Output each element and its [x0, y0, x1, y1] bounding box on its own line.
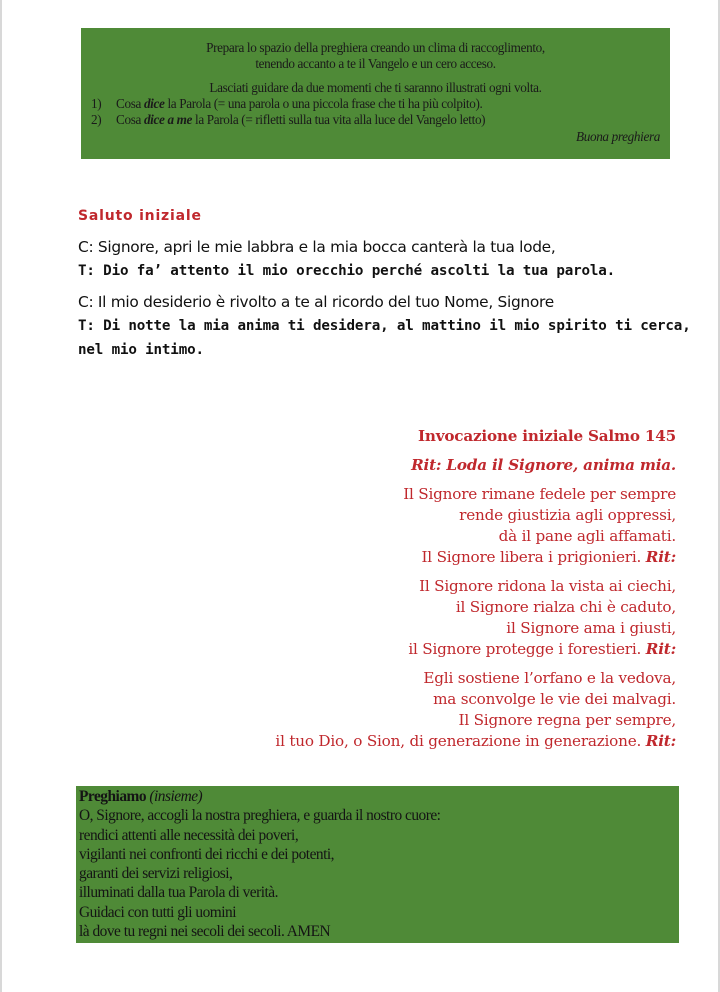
intro-step-2-number: 2)	[91, 112, 102, 127]
psalm-section	[176, 426, 676, 752]
psalm-verse: ma sconvolge le vie dei malvagi.	[433, 690, 676, 708]
saluto-line-celebrant-2: C: Il mio desiderio è rivolto a te al ricordo del tuo Nome, Signore	[78, 293, 554, 311]
intro-step-1-post: la Parola (= una parola o una piccola frase che ti ha più colpito).	[164, 96, 483, 111]
prayer-line: O, Signore, accogli la nostra preghiera, e guarda il nostro cuore:	[79, 807, 441, 825]
psalm-verse: Il Signore rimane fedele per sempre	[403, 485, 676, 503]
psalm-verse: Il Signore libera i prigionieri.	[421, 548, 642, 566]
psalm-verse: il Signore protegge i forestieri.	[408, 640, 642, 658]
psalm-verse: Il Signore regna per sempre,	[458, 711, 676, 729]
saluto-line-all-2: T: Di notte la mia anima ti desidera, al mattino il mio spirito ti cerca,	[78, 318, 691, 334]
psalm-verse: rende giustizia agli oppressi,	[459, 506, 676, 524]
intro-line-3: Lasciati guidare da due momenti che ti saranno illustrati ogni volta.	[209, 80, 542, 95]
refrain-marker: Rit:	[645, 640, 676, 658]
prayer-line: illuminati dalla tua Parola di verità.	[79, 884, 278, 902]
intro-step-1-emphasis: dice	[143, 96, 165, 111]
psalm-stanza-2	[176, 576, 676, 660]
saluto-line-all-2-continued: nel mio intimo.	[78, 342, 204, 358]
psalm-verse: il Signore ama i giusti,	[506, 619, 676, 637]
psalm-verse: Egli sostiene l’orfano e la vedova,	[423, 669, 676, 687]
intro-step-2-post: la Parola (= rifletti sulla tua vita alla luce del Vangelo letto)	[192, 112, 486, 127]
prayer-line: Guidaci con tutti gli uomini	[79, 903, 236, 921]
intro-instruction-box	[81, 28, 670, 159]
psalm-verse: il tuo Dio, o Sion, di generazione in generazione.	[275, 732, 642, 750]
intro-step-2-pre: Cosa	[116, 112, 144, 127]
prayer-heading	[79, 787, 676, 806]
psalm-refrain: Rit: Loda il Signore, anima mia.	[411, 456, 676, 474]
psalm-verse: il Signore rialza chi è caduto,	[455, 598, 676, 616]
intro-step-2	[91, 112, 660, 128]
prayer-heading-title: Preghiamo	[79, 788, 147, 805]
page-edge-left	[0, 0, 2, 992]
saluto-line-celebrant-1: C: Signore, apri le mie labbra e la mia bocca canterà la tua lode,	[78, 238, 556, 256]
intro-step-1-number: 1)	[91, 96, 102, 111]
saluto-line-all-1: T: Dio fa’ attento il mio orecchio perché ascolti la tua parola.	[78, 263, 616, 279]
intro-signoff: Buona preghiera	[576, 129, 660, 144]
prayer-line: rendici attenti alle necessità dei poveri,	[79, 826, 299, 844]
intro-step-1	[91, 96, 660, 112]
intro-step-2-emphasis: dice a me	[143, 112, 193, 127]
prayer-line: garanti dei servizi religiosi,	[79, 865, 233, 883]
intro-line-1: Prepara lo spazio della preghiera creando un clima di raccoglimento,	[206, 40, 545, 55]
intro-step-list	[91, 96, 660, 128]
prayer-heading-note: (insieme)	[149, 788, 203, 805]
refrain-marker: Rit:	[645, 548, 676, 566]
psalm-stanza-1	[176, 484, 676, 568]
intro-step-1-pre: Cosa	[116, 96, 144, 111]
prayer-line: là dove tu regni nei secoli dei secoli. AMEN	[79, 923, 331, 941]
intro-line-2: tenendo accanto a te il Vangelo e un cero acceso.	[255, 56, 496, 71]
saluto-heading: Saluto iniziale	[78, 208, 202, 224]
refrain-marker: Rit:	[645, 732, 676, 750]
psalm-verse: Il Signore ridona la vista ai ciechi,	[419, 577, 676, 595]
psalm-verse: dà il pane agli affamati.	[498, 527, 676, 545]
prayer-box	[76, 786, 679, 943]
psalm-title: Invocazione iniziale Salmo 145	[417, 427, 676, 445]
prayer-line: vigilanti nei confronti dei ricchi e dei potenti,	[79, 845, 335, 863]
psalm-stanza-3	[176, 668, 676, 752]
